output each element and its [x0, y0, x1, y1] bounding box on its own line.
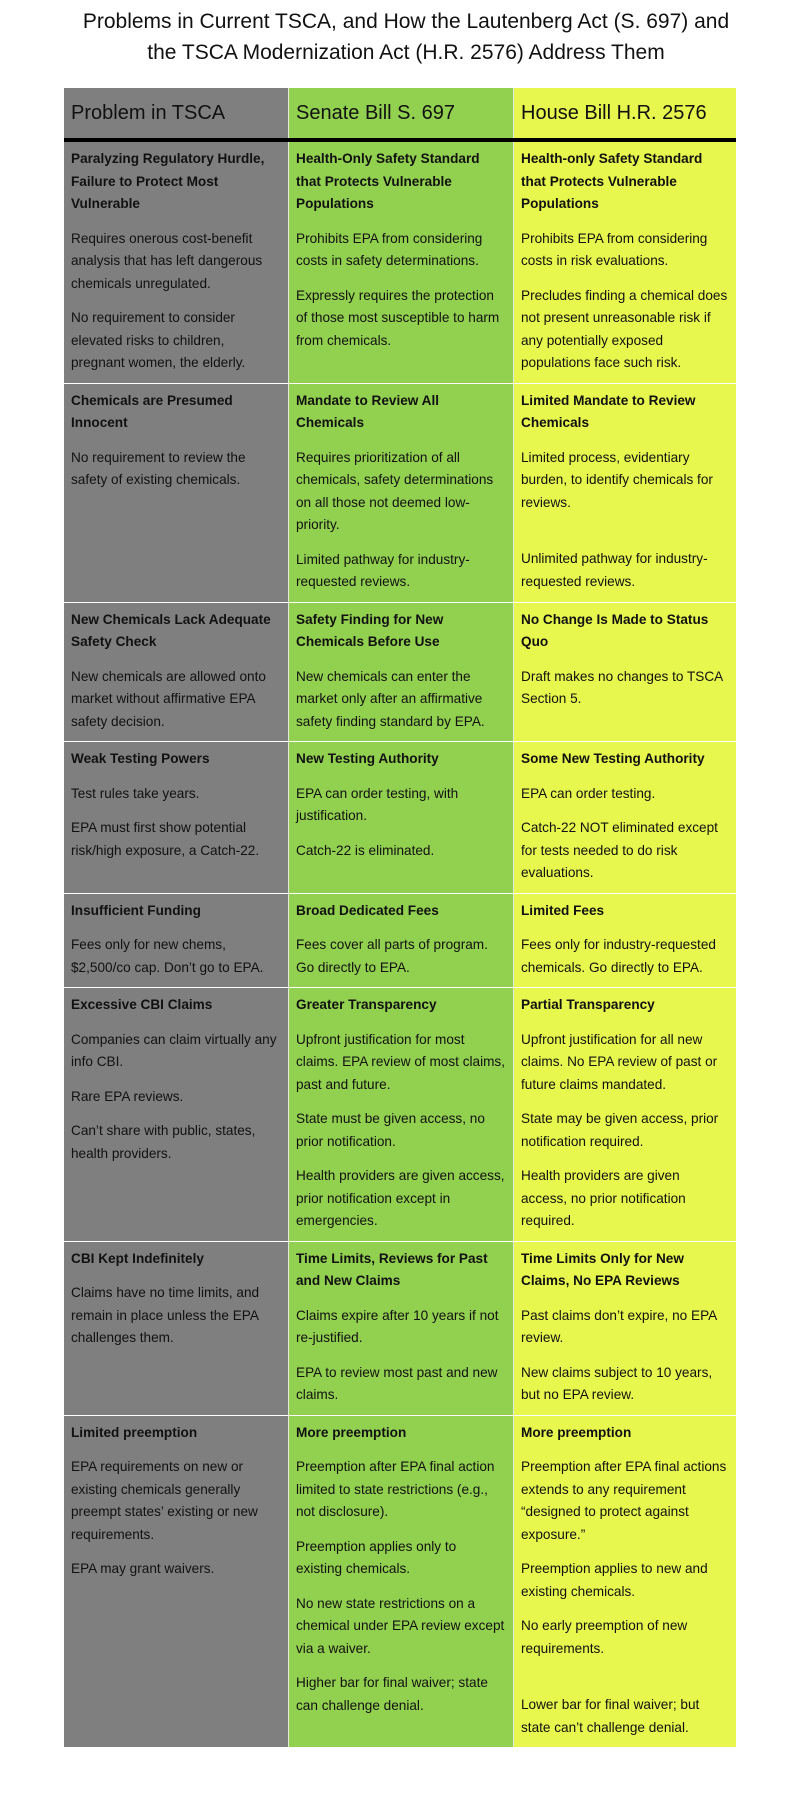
problem-heading: Insufficient Funding — [71, 902, 201, 918]
header-problem: Problem in TSCA — [64, 88, 288, 138]
table-row — [64, 988, 736, 1242]
senate-text: Fees cover all parts of program. Go directly to EPA. — [296, 937, 488, 975]
problem-text: EPA requirements on new or existing chemicals generally preempt states’ existing or new requirements. — [71, 1459, 258, 1542]
senate-text: Health providers are given access, prior notification except in emergencies. — [296, 1168, 505, 1228]
house-text: State may be given access, prior notification required. — [521, 1111, 719, 1149]
problem-heading: CBI Kept Indefinitely — [71, 1250, 204, 1266]
house-text: Precludes finding a chemical does not present unreasonable risk if any potentially exposed populations face such risk. — [521, 287, 728, 370]
problem-heading: Weak Testing Powers — [71, 751, 210, 766]
problem-text: Claims have no time limits, and remain in place unless the EPA challenges them. — [71, 1285, 260, 1345]
house-text: Unlimited pathway for industry-requested reviews. — [521, 551, 708, 589]
problem-text: EPA may grant waivers. — [71, 1561, 215, 1576]
house-text: Limited process, evidentiary burden, to identify chemicals for reviews. — [521, 449, 713, 510]
senate-heading: Greater Transparency — [296, 997, 437, 1012]
problem-cell — [64, 894, 288, 988]
senate-text: Catch-22 is eliminated. — [296, 842, 435, 858]
senate-cell — [288, 603, 513, 742]
header-senate: Senate Bill S. 697 — [288, 88, 513, 138]
house-cell — [513, 894, 736, 988]
senate-heading: Mandate to Review All Chemicals — [296, 392, 440, 430]
problem-cell — [64, 384, 288, 602]
problem-cell — [64, 742, 288, 893]
senate-text: Preemption after EPA final action limited to state restrictions (e.g., not disclosure). — [296, 1459, 495, 1519]
table-header-row — [64, 88, 736, 138]
header-house: House Bill H.R. 2576 — [513, 88, 736, 138]
problem-heading: Excessive CBI Claims — [71, 997, 213, 1012]
senate-text: Higher bar for final waiver; state can challenge denial. — [296, 1675, 488, 1713]
senate-heading: Health-Only Safety Standard that Protects Vulnerable Populations — [296, 151, 480, 211]
page-title — [0, 6, 812, 68]
senate-text: Preemption applies only to existing chemicals. — [296, 1538, 457, 1576]
table-row — [64, 894, 736, 989]
senate-heading: Broad Dedicated Fees — [296, 902, 439, 918]
title-line-1: Problems in Current TSCA, and How the Lautenberg Act (S. 697) and — [82, 10, 730, 33]
problem-text: New chemicals are allowed onto market without affirmative EPA safety decision. — [71, 668, 266, 729]
senate-heading: New Testing Authority — [296, 751, 439, 766]
senate-cell — [288, 988, 513, 1241]
problem-text: Rare EPA reviews. — [71, 1088, 184, 1104]
problem-text: Can’t share with public, states, health providers. — [71, 1123, 256, 1161]
house-text: Health providers are given access, no prior notification required. — [521, 1168, 686, 1228]
senate-text: Claims expire after 10 years if not re-justified. — [296, 1307, 499, 1345]
house-cell — [513, 384, 736, 602]
house-heading: Partial Transparency — [521, 997, 655, 1012]
house-cell — [513, 1242, 736, 1415]
senate-heading: Safety Finding for New Chemicals Before Use — [296, 611, 444, 649]
senate-heading: More preemption — [296, 1424, 407, 1440]
problem-text: Requires onerous cost-benefit analysis that has left dangerous chemicals unregulated. — [71, 230, 263, 291]
senate-cell — [288, 142, 513, 383]
problem-text: No requirement to review the safety of existing chemicals. — [71, 449, 246, 487]
problem-text: EPA must first show potential risk/high exposure, a Catch-22. — [71, 820, 260, 858]
problem-heading: Chemicals are Presumed Innocent — [71, 392, 233, 430]
problem-text: Fees only for new chems, $2,500/co cap. Don’t go to EPA. — [71, 937, 264, 975]
house-text: No early preemption of new requirements. — [521, 1618, 688, 1656]
senate-text: No new state restrictions on a chemical under EPA review except via a waiver. — [296, 1595, 505, 1656]
senate-text: New chemicals can enter the market only after an affirmative safety finding standard by EPA. — [296, 668, 485, 729]
table-row — [64, 1242, 736, 1416]
problem-text: Companies can claim virtually any info CBI. — [71, 1031, 277, 1069]
senate-cell — [288, 894, 513, 988]
senate-cell — [288, 384, 513, 602]
house-text: EPA can order testing. — [521, 785, 656, 801]
house-cell — [513, 988, 736, 1241]
problem-heading: Limited preemption — [71, 1424, 198, 1440]
senate-cell — [288, 1416, 513, 1748]
problem-text: Test rules take years. — [71, 785, 200, 801]
house-heading: Some New Testing Authority — [521, 751, 705, 766]
table-row — [64, 384, 736, 603]
house-heading: Health-only Safety Standard that Protects Vulnerable Populations — [521, 151, 703, 211]
table-row — [64, 742, 736, 894]
senate-text: State must be given access, no prior notification. — [296, 1111, 485, 1149]
comparison-table — [64, 88, 736, 1748]
house-text: Preemption after EPA final actions extends to any requirement “designed to protect against exposure.” — [521, 1459, 727, 1542]
problem-cell — [64, 1242, 288, 1415]
spacer — [521, 1672, 729, 1694]
house-heading: Time Limits Only for New Claims, No EPA Reviews — [521, 1250, 684, 1288]
table-row — [64, 1416, 736, 1749]
senate-text: EPA to review most past and new claims. — [296, 1364, 498, 1402]
senate-text: Upfront justification for most claims. EPA review of most claims, past and future. — [296, 1031, 505, 1092]
problem-heading: Paralyzing Regulatory Hurdle, Failure to Protect Most Vulnerable — [71, 151, 265, 211]
house-text: Prohibits EPA from considering costs in risk evaluations. — [521, 230, 708, 268]
house-cell — [513, 603, 736, 742]
spacer — [521, 526, 729, 548]
senate-text: EPA can order testing, with justification. — [296, 785, 459, 823]
table-row — [64, 142, 736, 384]
problem-heading: New Chemicals Lack Adequate Safety Check — [71, 611, 271, 649]
house-heading: No Change Is Made to Status Quo — [521, 611, 709, 649]
senate-text: Expressly requires the protection of those most susceptible to harm from chemicals. — [296, 287, 500, 348]
senate-text: Requires prioritization of all chemicals, safety determinations on all those not deemed low-priority. — [296, 449, 494, 532]
problem-text: No requirement to consider elevated risks to children, pregnant women, the elderly. — [71, 310, 246, 370]
house-heading: More preemption — [521, 1424, 632, 1440]
title-line-2: the TSCA Modernization Act (H.R. 2576) Address Them — [147, 41, 665, 64]
house-text: Fees only for industry-requested chemicals. Go directly to EPA. — [521, 937, 716, 975]
problem-cell — [64, 142, 288, 383]
table-row — [64, 603, 736, 743]
problem-cell — [64, 1416, 288, 1748]
house-cell — [513, 1416, 736, 1748]
senate-text: Limited pathway for industry-requested reviews. — [296, 551, 470, 589]
senate-text: Prohibits EPA from considering costs in safety determinations. — [296, 230, 483, 268]
house-cell — [513, 142, 736, 383]
senate-heading: Time Limits, Reviews for Past and New Claims — [296, 1250, 488, 1288]
problem-cell — [64, 988, 288, 1241]
house-text: Past claims don’t expire, no EPA review. — [521, 1307, 717, 1345]
house-text: Draft makes no changes to TSCA Section 5. — [521, 668, 723, 706]
house-text: Catch-22 NOT eliminated except for tests needed to do risk evaluations. — [521, 820, 718, 880]
house-text: New claims subject to 10 years, but no EPA review. — [521, 1364, 713, 1402]
house-text: Upfront justification for all new claims. No EPA review of past or future claims mandated. — [521, 1031, 718, 1092]
house-text: Preemption applies to new and existing chemicals. — [521, 1561, 708, 1599]
house-cell — [513, 742, 736, 893]
house-heading: Limited Mandate to Review Chemicals — [521, 392, 696, 430]
senate-cell — [288, 1242, 513, 1415]
house-text: Lower bar for final waiver; but state can’t challenge denial. — [521, 1697, 700, 1735]
problem-cell — [64, 603, 288, 742]
senate-cell — [288, 742, 513, 893]
house-heading: Limited Fees — [521, 902, 605, 918]
